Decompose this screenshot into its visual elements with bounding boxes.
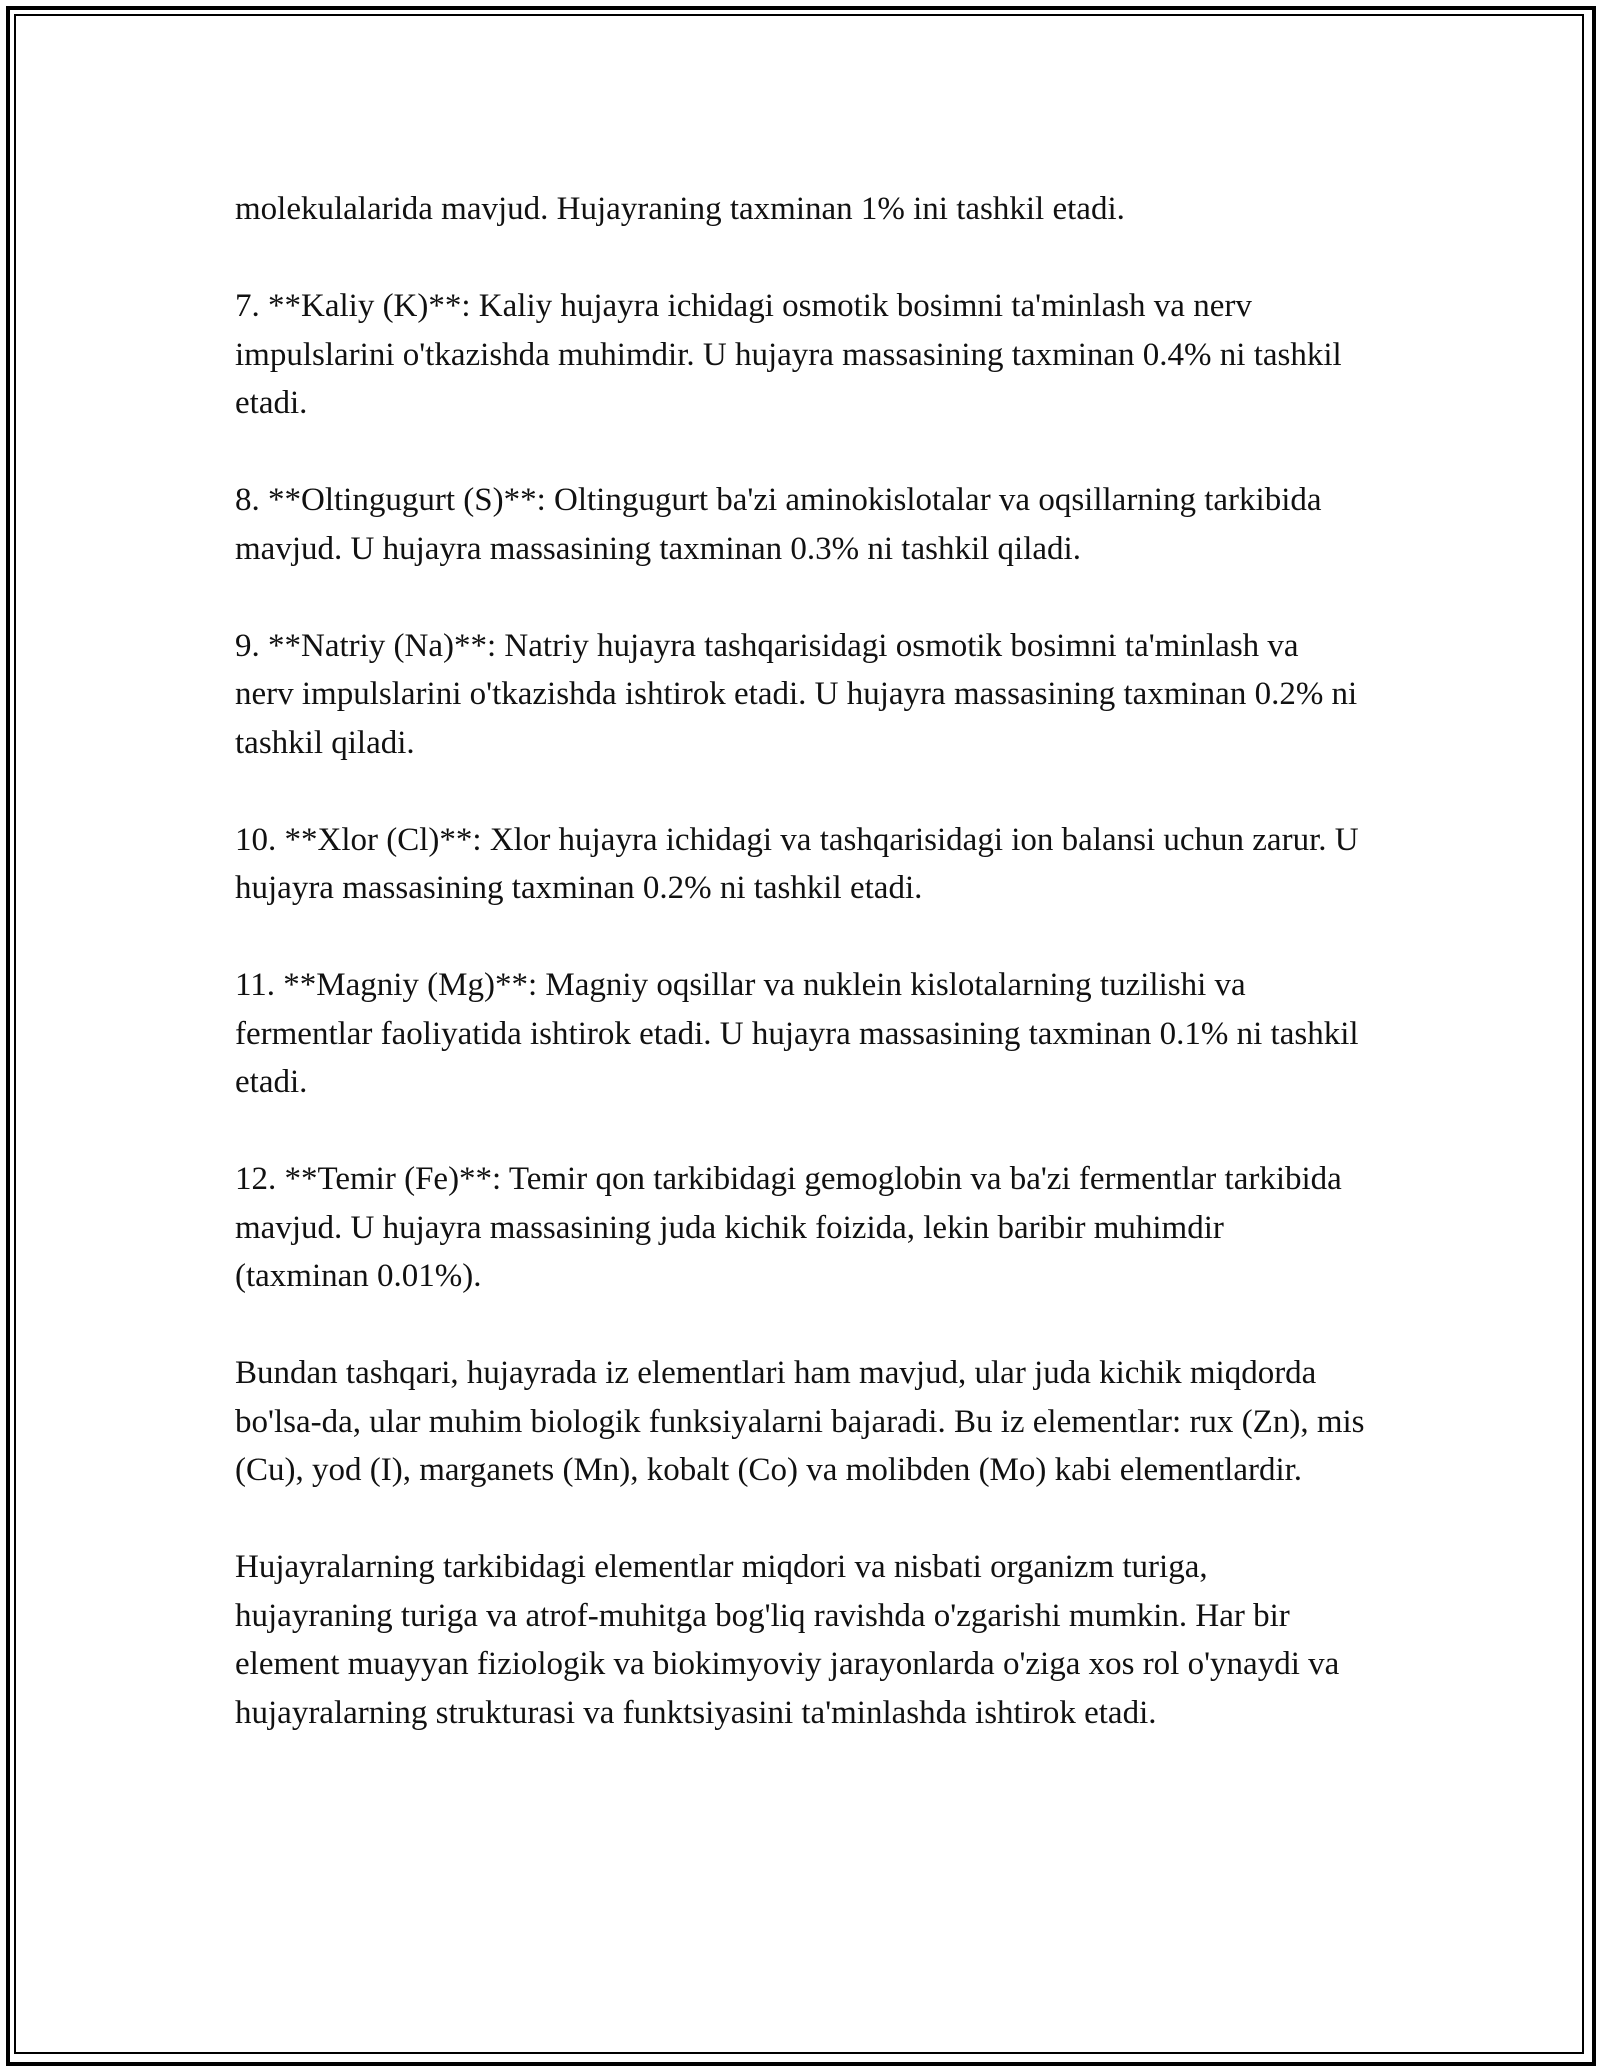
paragraph-item-xlor: 10. **Xlor (Cl)**: Xlor hujayra ichidagi va tashqarisidagi ion balansi uchun zarur. U hujayra massasining taxminan 0.2% ni tashkil etadi. <box>235 821 1359 906</box>
paragraph-trace-elements: Bundan tashqari, hujayrada iz elementlari ham mavjud, ular juda kichik miqdorda bo'lsa-da, ular muhim biologik funksiyalarni bajaradi. Bu iz elementlar: rux (Zn), mis (Cu), yod (I), marganets (Mn), kobalt (Co) va molibden (Mo) kabi elementlardir. <box>235 1355 1365 1488</box>
paragraph-item-magniy: 11. **Magniy (Mg)**: Magniy oqsillar va nuklein kislotalarning tuzilishi va fermentlar faoliyatida ishtirok etadi. U hujayra massasining taxminan 0.1% ni tashkil etadi. <box>235 967 1359 1100</box>
document-body <box>235 185 1365 1786</box>
paragraph-item-kaliy: 7. **Kaliy (K)**: Kaliy hujayra ichidagi osmotik bosimni ta'minlash va nerv impulslarini o'tkazishda muhimdir. U hujayra massasining taxminan 0.4% ni tashkil etadi. <box>235 288 1342 421</box>
paragraph-item-oltingugurt: 8. **Oltingugurt (S)**: Oltingugurt ba'zi aminokislotalar va oqsillarning tarkibida mavjud. U hujayra massasining taxminan 0.3% ni tashkil qiladi. <box>235 482 1322 567</box>
paragraph-item-temir: 12. **Temir (Fe)**: Temir qon tarkibidagi gemoglobin va ba'zi fermentlar tarkibida mavjud. U hujayra massasining juda kichik foizida, lekin baribir muhimdir (taxminan 0.01%). <box>235 1161 1342 1294</box>
paragraph-conclusion: Hujayralarning tarkibidagi elementlar miqdori va nisbati organizm turiga, hujayraning turiga va atrof-muhitga bog'liq ravishda o'zgarishi mumkin. Har bir element muayyan fiziologik va biokimyoviy jarayonlarda o'ziga xos rol o'ynaydi va hujayralarning strukturasi va funktsiyasini ta'minlashda ishtirok etadi. <box>235 1549 1340 1731</box>
paragraph-item-natriy: 9. **Natriy (Na)**: Natriy hujayra tashqarisidagi osmotik bosimni ta'minlash va nerv impulslarini o'tkazishda ishtirok etadi. U hujayra massasining taxminan 0.2% ni tashkil qiladi. <box>235 627 1358 761</box>
paragraph-intro-continuation: molekulalarida mavjud. Hujayraning taxminan 1% ini tashkil etadi. <box>235 191 1125 227</box>
